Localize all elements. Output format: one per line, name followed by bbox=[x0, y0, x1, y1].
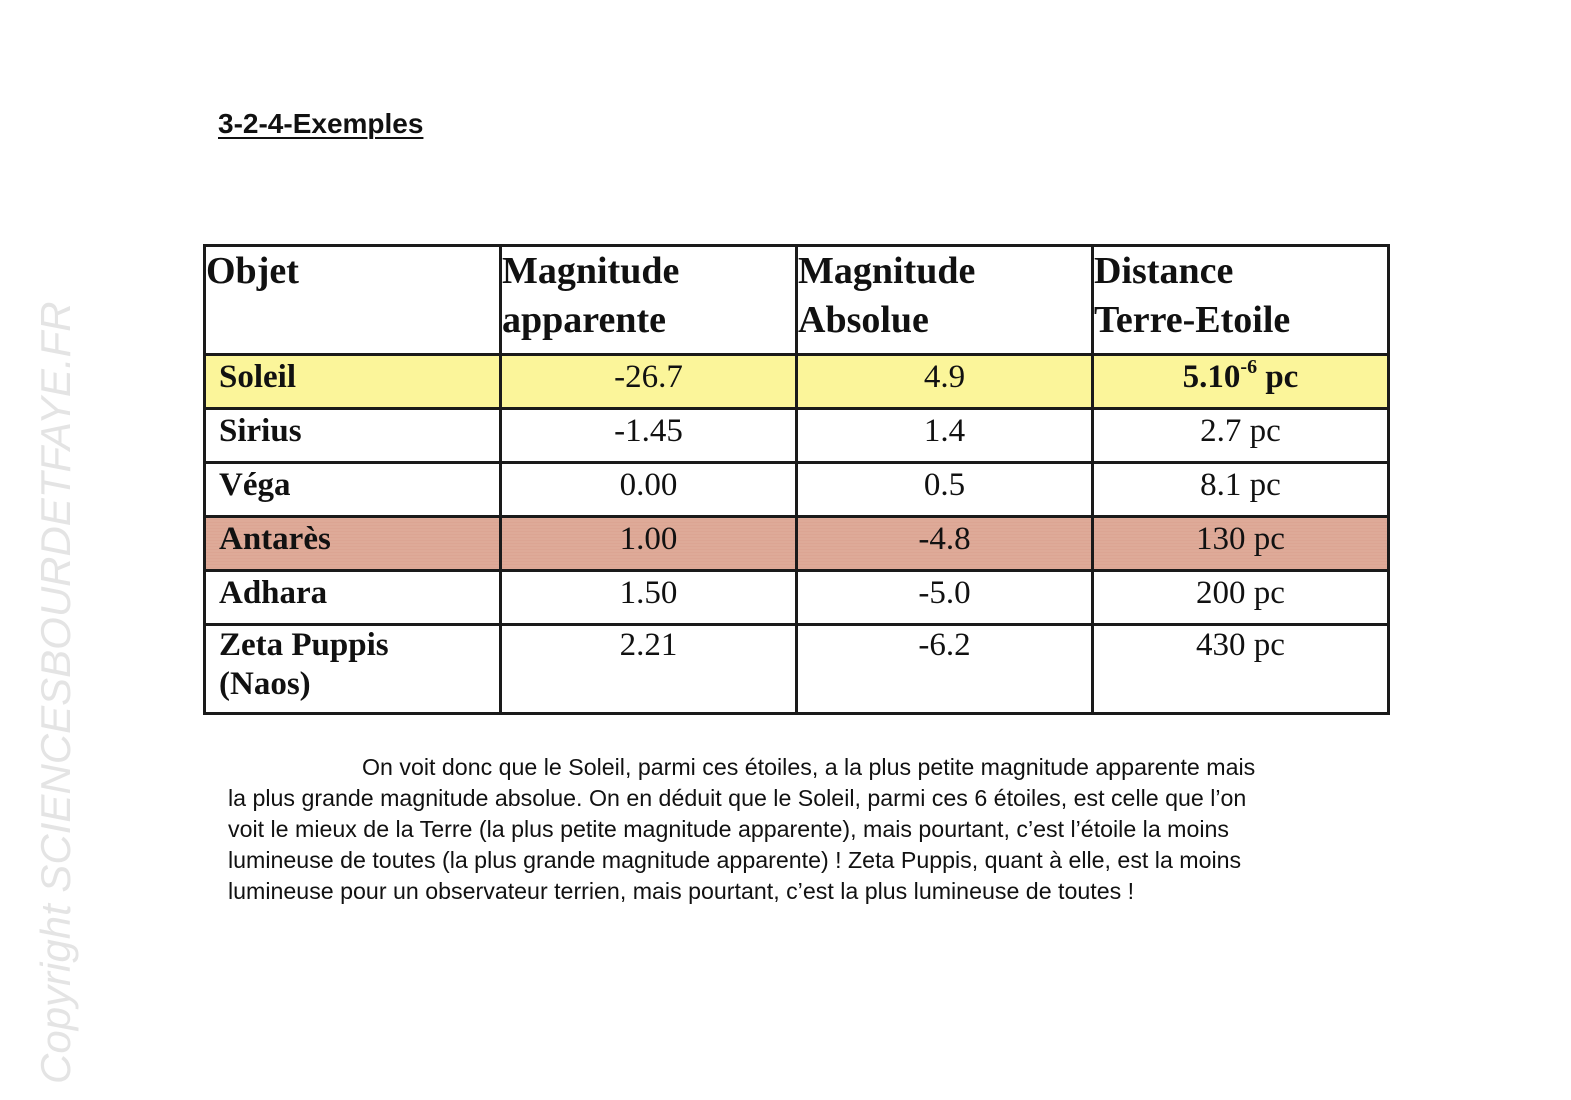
cell-apparent-magnitude: 1.50 bbox=[501, 571, 797, 625]
table-header-row bbox=[205, 246, 1389, 355]
cell-absolute-magnitude: -6.2 bbox=[797, 625, 1093, 714]
cell-object-name: Véga bbox=[205, 463, 501, 517]
header-distance-line-1: Distance bbox=[1094, 250, 1234, 292]
header-absolue-line-2: Absolue bbox=[798, 299, 929, 341]
header-apparente-line-1: Magnitude bbox=[502, 250, 680, 292]
cell-object-name: Antarès bbox=[205, 517, 501, 571]
cell-distance: 430 pc bbox=[1093, 625, 1389, 714]
cell-object-name: Soleil bbox=[205, 355, 501, 409]
cell-distance: 200 pc bbox=[1093, 571, 1389, 625]
table-row-sirius bbox=[205, 409, 1389, 463]
cell-absolute-magnitude: 4.9 bbox=[797, 355, 1093, 409]
paragraph-line: la plus grande magnitude absolue. On en déduit que le Soleil, parmi ces 6 étoiles, est celle que l’on bbox=[228, 785, 1247, 811]
cell-distance bbox=[1093, 355, 1389, 409]
cell-object-name: Adhara bbox=[205, 571, 501, 625]
table-row-adhara bbox=[205, 571, 1389, 625]
table-row-soleil bbox=[205, 355, 1389, 409]
table-row-vega bbox=[205, 463, 1389, 517]
cell-apparent-magnitude: 1.00 bbox=[501, 517, 797, 571]
paragraph-line: lumineuse de toutes (la plus grande magnitude apparente) ! Zeta Puppis, quant à elle, est la moins bbox=[228, 847, 1242, 873]
cell-absolute-magnitude: -4.8 bbox=[797, 517, 1093, 571]
header-magnitude-apparente bbox=[501, 246, 797, 355]
distance-exponent: -6 bbox=[1240, 356, 1258, 378]
object-name-line-1: Zeta Puppis bbox=[219, 627, 389, 663]
object-name-line-2: (Naos) bbox=[219, 666, 311, 702]
cell-absolute-magnitude: 0.5 bbox=[797, 463, 1093, 517]
cell-apparent-magnitude: 2.21 bbox=[501, 625, 797, 714]
cell-apparent-magnitude: 0.00 bbox=[501, 463, 797, 517]
header-distance bbox=[1093, 246, 1389, 355]
header-absolue-line-1: Magnitude bbox=[798, 250, 976, 292]
header-objet-line-1: Objet bbox=[206, 250, 299, 292]
cell-absolute-magnitude: -5.0 bbox=[797, 571, 1093, 625]
copyright-watermark: Copyright SCIENCESBOURDETFAYE.FR bbox=[32, 301, 79, 1084]
cell-distance: 2.7 pc bbox=[1093, 409, 1389, 463]
header-distance-line-2: Terre-Etoile bbox=[1094, 299, 1291, 341]
cell-distance: 130 pc bbox=[1093, 517, 1389, 571]
section-title: 3-2-4-Exemples bbox=[218, 108, 424, 139]
star-magnitude-table bbox=[203, 244, 1390, 715]
paragraph-line: On voit donc que le Soleil, parmi ces étoiles, a la plus petite magnitude apparente mais bbox=[362, 754, 1256, 780]
cell-absolute-magnitude: 1.4 bbox=[797, 409, 1093, 463]
table-row-antares bbox=[205, 517, 1389, 571]
cell-apparent-magnitude: -26.7 bbox=[501, 355, 797, 409]
header-objet bbox=[205, 246, 501, 355]
distance-base: 5.10 bbox=[1182, 359, 1241, 395]
cell-object-name bbox=[205, 625, 501, 714]
cell-apparent-magnitude: -1.45 bbox=[501, 409, 797, 463]
paragraph-line: lumineuse pour un observateur terrien, mais pourtant, c’est la plus lumineuse de toutes ! bbox=[228, 878, 1135, 904]
cell-object-name: Sirius bbox=[205, 409, 501, 463]
table-row-zeta-puppis bbox=[205, 625, 1389, 714]
conclusion-paragraph bbox=[228, 752, 1378, 907]
header-apparente-line-2: apparente bbox=[502, 299, 666, 341]
header-magnitude-absolue bbox=[797, 246, 1093, 355]
cell-distance: 8.1 pc bbox=[1093, 463, 1389, 517]
distance-unit: pc bbox=[1257, 359, 1299, 395]
paragraph-line: voit le mieux de la Terre (la plus petite magnitude apparente), mais pourtant, c’est l’étoile la moins bbox=[228, 816, 1230, 842]
